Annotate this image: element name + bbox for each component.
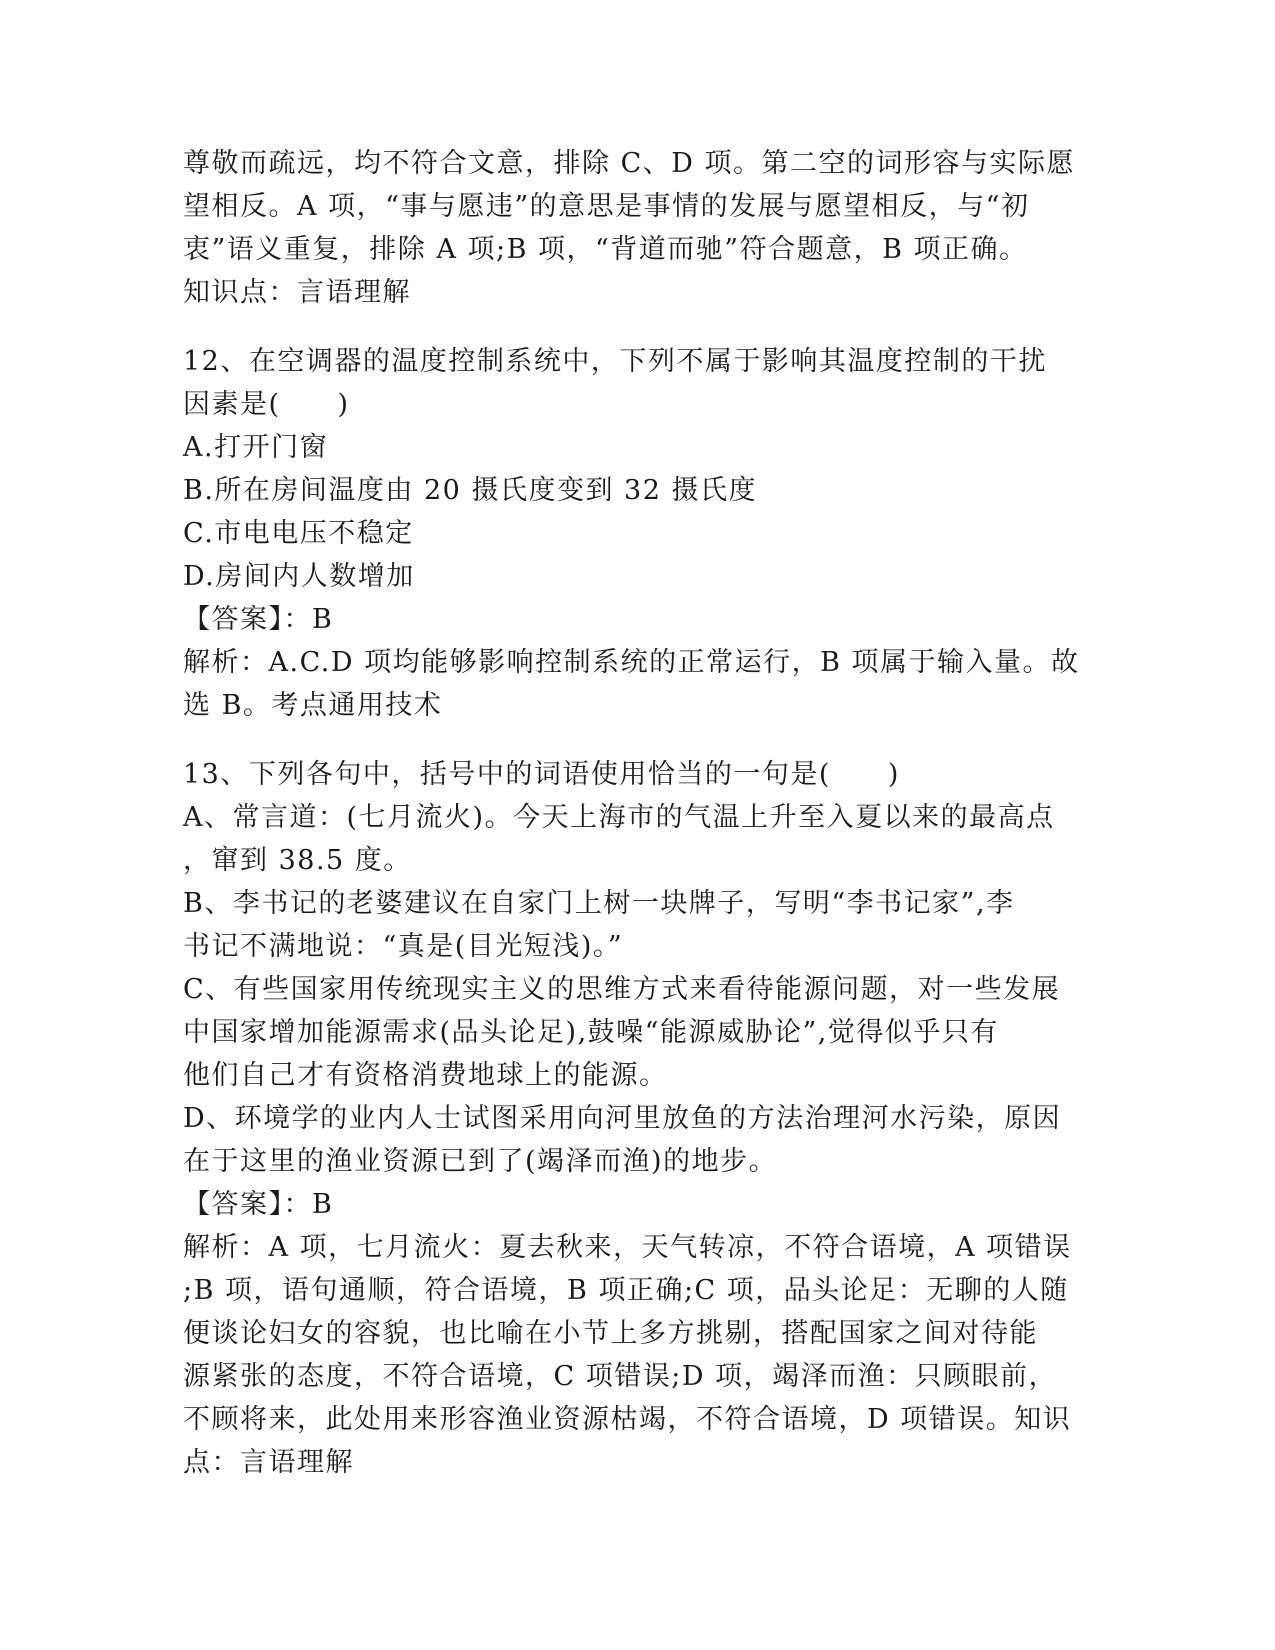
question-stem: 13、下列各句中，括号中的词语使用恰当的一句是( ) [183,759,900,790]
analysis: 选 B。考点通用技术 [183,690,443,721]
analysis: 不顾将来，此处用来形容渔业资源枯竭，不符合语境，D 项错误。知识 [183,1404,1072,1435]
analysis: 解析：A.C.D 项均能够影响控制系统的正常运行，B 项属于输入量。故 [183,647,1080,678]
knowledge-point: 知识点：言语理解 [183,277,411,308]
question-stem: 因素是( ) [183,389,350,420]
previous-question-analysis [183,142,1083,314]
option-c: C.市电电压不稳定 [183,518,414,549]
option-b: 书记不满地说：“真是(目光短浅)。” [183,931,624,962]
knowledge-point: 点：言语理解 [183,1447,354,1478]
option-c: 中国家增加能源需求(品头论足),鼓噪“能源威胁论”,觉得似乎只有 [183,1017,999,1048]
analysis: 源紧张的态度，不符合语境，C 项错误;D 项，竭泽而渔：只顾眼前， [183,1361,1058,1392]
option-c: C、有些国家用传统现实主义的思维方式来看待能源问题，对一些发展 [183,974,1061,1005]
option-d: D.房间内人数增加 [183,561,415,592]
option-d: 在于这里的渔业资源已到了(竭泽而渔)的地步。 [183,1146,778,1177]
question-12 [183,340,1083,727]
option-b: B.所在房间温度由 20 摄氏度变到 32 摄氏度 [183,475,757,506]
question-stem: 12、在空调器的温度控制系统中，下列不属于影响其温度控制的干扰 [183,346,1047,377]
text-line: 望相反。A 项，“事与愿违”的意思是事情的发展与愿望相反，与“初 [183,191,1030,222]
text-line: 尊敬而疏远，均不符合文意，排除 C、D 项。第二空的词形容与实际愿 [183,148,1075,179]
option-b: B、李书记的老婆建议在自家门上树一块牌子，写明“李书记家”,李 [183,888,1015,919]
document-page [183,142,1083,1484]
option-a: A、常言道：(七月流火)。今天上海市的气温上升至入夏以来的最高点 [183,802,1055,833]
question-13 [183,753,1083,1484]
option-c: 他们自己才有资格消费地球上的能源。 [183,1060,668,1091]
analysis: ;B 项，语句通顺，符合语境，B 项正确;C 项，品头论足：无聊的人随 [183,1275,1069,1306]
analysis: 便谈论妇女的容貌，也比喻在小节上多方挑剔，搭配国家之间对待能 [183,1318,1038,1349]
option-a: A.打开门窗 [183,432,329,463]
analysis: 解析：A 项，七月流火：夏去秋来，天气转凉，不符合语境，A 项错误 [183,1232,1072,1263]
answer: 【答案】：B [183,604,334,635]
text-line: 衷”语义重复，排除 A 项;B 项，“背道而驰”符合题意，B 项正确。 [183,234,1028,265]
answer: 【答案】：B [183,1189,334,1220]
option-d: D、环境学的业内人士试图采用向河里放鱼的方法治理河水污染，原因 [183,1103,1062,1134]
option-a: ，窜到 38.5 度。 [183,845,412,876]
